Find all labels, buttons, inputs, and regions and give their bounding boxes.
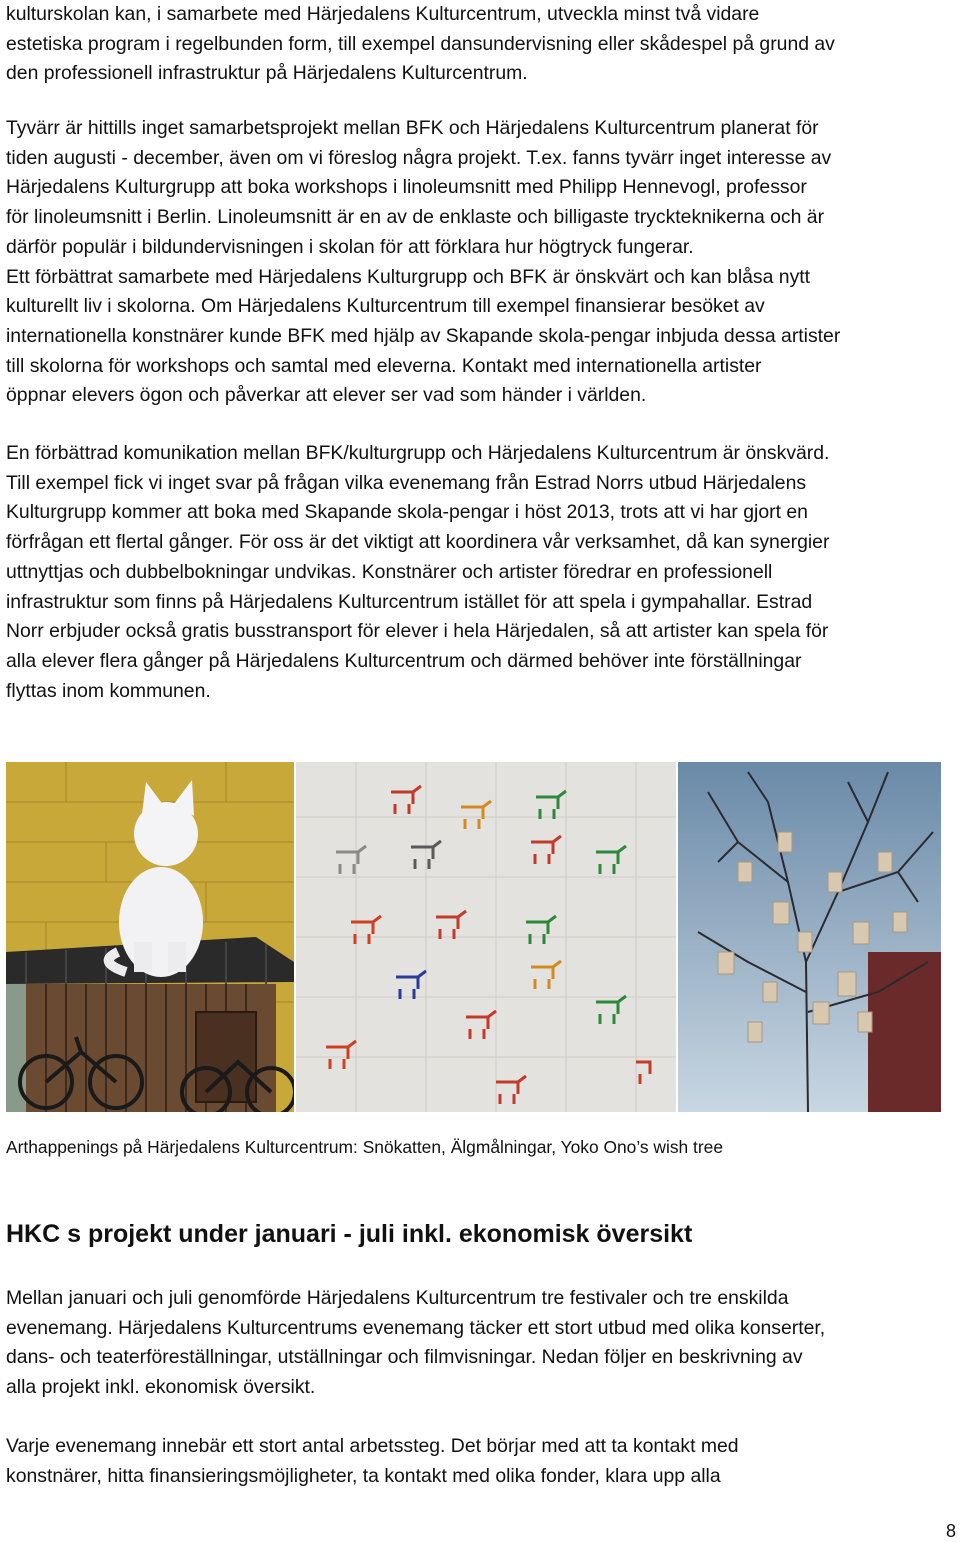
text-line: Norr erbjuder också gratis busstransport för elever i hela Härjedalen, så att artister kan spela för bbox=[6, 620, 829, 643]
text-line: den professionell infrastruktur på Härjedalens Kulturcentrum. bbox=[6, 62, 528, 85]
text-line: Till exempel fick vi inget svar på frågan vilka evenemang från Estrad Norrs utbud Härjedalens bbox=[6, 471, 807, 494]
text-line: flyttas inom kommunen. bbox=[6, 679, 211, 702]
text-line: för linoleumsnitt i Berlin. Linoleumsnitt är en av de enklaste och billigaste tryckteknikerna och är bbox=[6, 206, 825, 229]
text-line: Härjedalens Kulturgrupp att boka workshops i linoleumsnitt med Philipp Hennevogl, professor bbox=[6, 176, 807, 199]
text-line: konstnärer, hitta finansieringsmöjligheter, ta kontakt med olika fonder, klara upp alla bbox=[6, 1464, 721, 1487]
photo-strip bbox=[6, 762, 941, 1112]
paragraph-evenemang bbox=[6, 1432, 956, 1491]
text-line: alla projekt inkl. ekonomisk översikt. bbox=[6, 1376, 316, 1399]
paragraph-kommunikation bbox=[6, 439, 956, 706]
text-line: evenemang. Härjedalens Kulturcentrums evenemang täcker ett stort utbud med olika konserter, bbox=[6, 1316, 826, 1339]
text-line: dans- och teaterföreställningar, utställningar och filmvisningar. Nedan följer en beskrivning av bbox=[6, 1346, 803, 1369]
text-line: En förbättrad komunikation mellan BFK/kulturgrupp och Härjedalens Kulturcentrum är önskvärd. bbox=[6, 442, 830, 464]
section-heading: HKC s projekt under januari - juli inkl. ekonomisk översikt bbox=[6, 1220, 693, 1248]
photo-moose-paintings bbox=[296, 762, 676, 1112]
text-line: öppnar elevers ögon och påverkar att elever ser vad som händer i världen. bbox=[6, 384, 647, 407]
paragraph-kulturskolan bbox=[6, 0, 956, 89]
text-line: tiden augusti - december, även om vi föreslog några projekt. T.ex. fanns tyvärr inget interesse av bbox=[6, 146, 832, 169]
text-line: Kulturgrupp kommer att boka med Skapande skola-pengar i höst 2013, trots att vi har gjort en bbox=[6, 501, 808, 524]
text-line: Tyvärr är hittills inget samarbetsprojekt mellan BFK och Härjedalens Kulturcentrum planerat för bbox=[6, 117, 819, 139]
text-line: uttnyttjas och dubbelbokningar undvikas. Konstnärer och artister föredrar en professionell bbox=[6, 560, 773, 583]
text-line: estetiska program i regelbunden form, till exempel dansundervisning eller skådespel på grund av bbox=[6, 32, 835, 55]
text-line: kulturskolan kan, i samarbete med Härjedalens Kulturcentrum, utveckla minst två vidare bbox=[6, 3, 760, 25]
photo-snow-cat bbox=[6, 762, 294, 1112]
paragraph-samarbete bbox=[6, 114, 956, 411]
text-line: förfrågan ett flertal gånger. För oss är det viktigt att koordinera vår verksamhet, då kan synergier bbox=[6, 531, 830, 554]
text-line: Ett förbättrat samarbete med Härjedalens Kulturgrupp och BFK är önskvärt och kan blåsa nytt bbox=[6, 265, 811, 288]
text-line: därför populär i bildundervisningen i skolan för att förklara hur högtryck fungerar. bbox=[6, 235, 694, 258]
photo-wish-tree bbox=[678, 762, 941, 1112]
text-line: internationella konstnärer kunde BFK med hjälp av Skapande skola-pengar inbjuda dessa artister bbox=[6, 324, 841, 347]
text-line: kulturellt liv i skolorna. Om Härjedalens Kulturcentrum till exempel finansierar besöket av bbox=[6, 295, 765, 318]
text-line: Varje evenemang innebär ett stort antal arbetssteg. Det börjar med att ta kontakt med bbox=[6, 1435, 739, 1457]
paragraph-projekt bbox=[6, 1284, 956, 1403]
text-line: infrastruktur som finns på Härjedalens Kulturcentrum istället för att spela i gympahallar. Estrad bbox=[6, 590, 813, 613]
page-number: 8 bbox=[946, 1521, 957, 1541]
text-line: till skolorna för workshops och samtal med eleverna. Kontakt med internationella artister bbox=[6, 354, 762, 377]
text-line: Mellan januari och juli genomförde Härjedalens Kulturcentrum tre festivaler och tre enskilda bbox=[6, 1287, 789, 1309]
photo-caption: Arthappenings på Härjedalens Kulturcentrum: Snökatten, Älgmålningar, Yoko Ono’s wish tree bbox=[6, 1137, 723, 1157]
text-line: alla elever flera gånger på Härjedalens Kulturcentrum och därmed behöver inte förställningar bbox=[6, 649, 802, 672]
